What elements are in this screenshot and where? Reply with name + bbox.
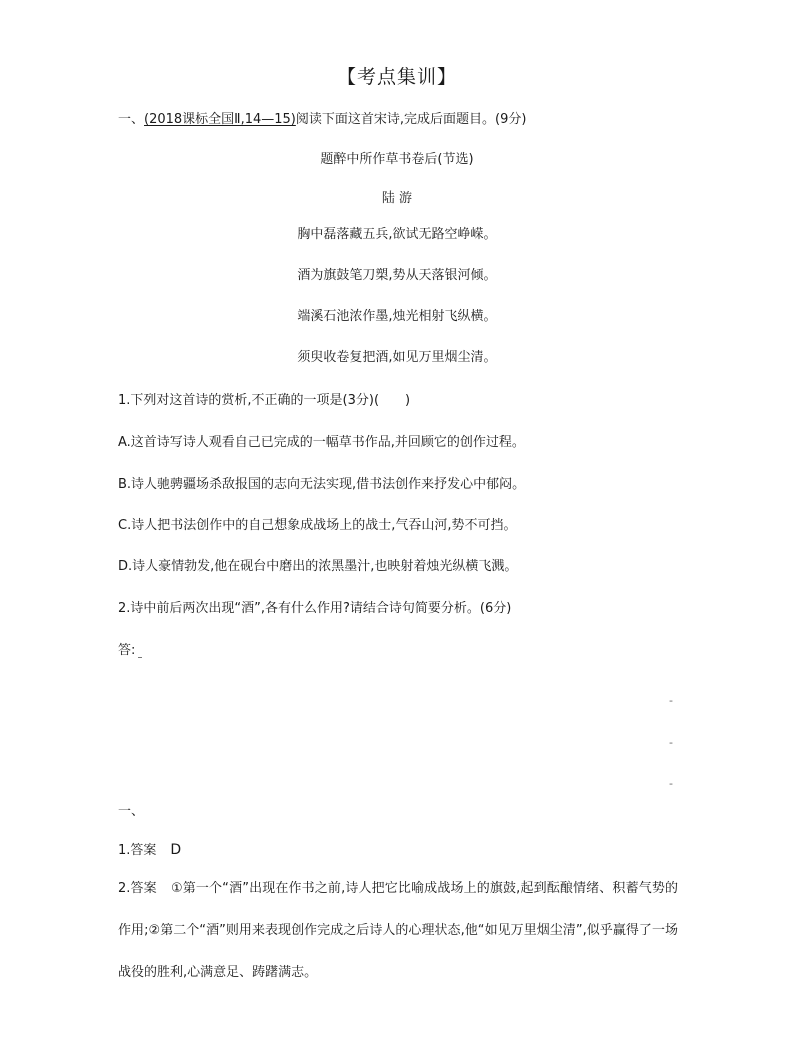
section-number: 一、 (118, 112, 145, 127)
poem-title: 题醉中所作草书卷后(节选) (320, 152, 474, 167)
poem-line: 端溪石池浓作墨,烛光相射飞纵横。 (297, 309, 497, 324)
answer-blank (138, 657, 142, 658)
option-c: C.诗人把书法创作中的自己想象成战场上的战士,气吞山河,势不可挡。 (118, 518, 517, 533)
blank-line-mark: - (669, 736, 673, 749)
question-intro (118, 110, 526, 130)
poem-line: 须臾收卷复把酒,如见万里烟尘清。 (297, 350, 497, 365)
answer-prompt: 答: (118, 643, 136, 658)
answer-2-label: 2.答案 (118, 881, 157, 896)
poem-line: 胸中磊落藏五兵,欲试无路空峥嵘。 (297, 227, 497, 242)
option-d: D.诗人豪情勃发,他在砚台中磨出的浓黑墨汁,也映射着烛光纵横飞溅。 (118, 559, 518, 574)
instruction-text: 阅读下面这首宋诗,完成后面题目。(9分) (295, 112, 527, 127)
poem-author: 陆 游 (381, 191, 413, 206)
answer-2-text: ①第一个“酒”出现在作书之前,诗人把它比喻成战场上的旗鼓,起到酝酿情绪、积蓄气势的作用;②第二个“酒”则用来表现创作完成之后诗人的心理状态,他“如见万里烟尘清”,似乎赢得了一场战役的胜利,心满意足、踌躇满志。 (118, 881, 678, 980)
answer-1 (118, 840, 181, 861)
answers-section-number: 一、 (118, 804, 145, 819)
blank-line-mark: - (669, 777, 673, 790)
option-b: B.诗人驰骋疆场杀敌报国的志向无法实现,借书法创作来抒发心中郁闷。 (118, 477, 526, 492)
answer-1-value: D (170, 842, 182, 858)
question-1-stem: 1.下列对这首诗的赏析,不正确的一项是(3分)( ) (118, 393, 411, 408)
option-a: A.这首诗写诗人观看自己已完成的一幅草书作品,并回顾它的创作过程。 (118, 435, 525, 450)
answer-2 (118, 868, 678, 994)
page-heading: 【考点集训】 (336, 66, 457, 88)
answer-1-label: 1.答案 (118, 843, 157, 858)
exam-source: (2018课标全国Ⅱ,14—15) (144, 112, 296, 127)
poem-line: 酒为旗鼓笔刀槊,势从天落银河倾。 (297, 268, 497, 283)
question-2-stem: 2.诗中前后两次出现“酒”,各有什么作用?请结合诗句简要分析。(6分) (118, 601, 512, 616)
blank-line-mark: - (669, 694, 673, 707)
